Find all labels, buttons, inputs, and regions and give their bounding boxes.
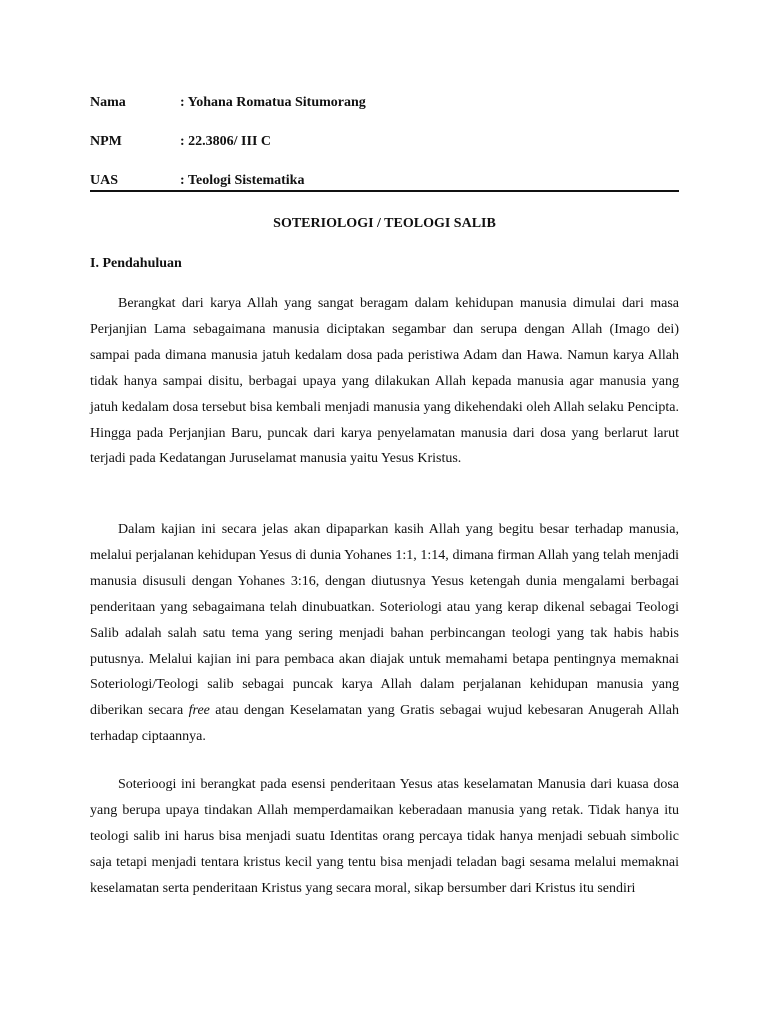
paragraph-study-italic: free: [188, 703, 210, 719]
uas-label: UAS: [90, 173, 119, 188]
name-value: : Yohana Romatua Situmorang: [180, 95, 366, 111]
uas-value: : Teologi Sistematika: [180, 173, 304, 189]
header-divider: [90, 190, 679, 192]
document-title: SOTERIOLOGI / TEOLOGI SALIB: [273, 216, 496, 231]
paragraph-study-text-a: Dalam kajian ini secara jelas akan dipaparkan kasih Allah yang begitu besar terhadap manusia, melalui perjalanan kehidupan Yesus di dunia Yohanes 1:1, 1:14, dimana firman Allah yang telah menjadi manusia disusuli dengan Yohanes 3:16, dengan diutusnya Yesus ketengah dunia mengalami berbagai penderitaan yang sebagaimana telah dinubuatkan. Soteriologi atau yang kerap dikenal sebagai Teologi Salib adalah salah satu tema yang sering menjadi bahan perbincangan teologi yang tak habis habis putusnya. Melalui kajian ini para pembaca akan diajak untuk memahami betapa pentingnya memaknai Soteriologi/Teologi salib sebagai puncak karya Allah dalam perjalanan kehidupan manusia yang diberikan secara: [90, 522, 679, 719]
npm-label: NPM: [90, 134, 122, 149]
paragraph-intro: Berangkat dari karya Allah yang sangat beragam dalam kehidupan manusia dimulai dari masa Perjanjian Lama sebagaimana manusia diciptakan segambar dan serupa dengan Allah (Imago dei) sampai pada dimana manusia jatuh kedalam dosa pada peristiwa Adam dan Hawa. Namun karya Allah tidak hanya sampai disitu, berbagai upaya yang dilakukan Allah kepada manusia agar manusia yang jatuh kedalam dosa tersebut bisa kembali menjadi manusia yang dikehendaki oleh Allah selaku Pencipta. Hingga pada Perjanjian Baru, puncak dari karya penyelamatan manusia dari dosa yang berlarut larut terjadi pada Kedatangan Juruselamat manusia yaitu Yesus Kristus.: [90, 296, 679, 467]
paragraph-soteriology: Soterioogi ini berangkat pada esensi penderitaan Yesus atas keselamatan Manusia dari kuasa dosa yang berupa upaya tindakan Allah memperdamaikan keberadaan manusia yang retak. Tidak hanya itu teologi salib ini harus bisa menjadi suatu Identitas orang percaya tidak hanya menjadi sebuah simbolic saja tetapi menjadi tentara kristus kecil yang tentu bisa menjadi teladan bagi sesama melalui memaknai keselamatan serta penderitaan Kristus yang secara moral, sikap bersumber dari Kristus itu sendiri: [90, 777, 679, 896]
paragraph-study-text-b: atau dengan Keselamatan yang Gratis sebagai wujud kebesaran Anugerah Allah terhadap ciptaannya.: [90, 703, 679, 745]
section-heading: I. Pendahuluan: [90, 256, 182, 271]
npm-value: : 22.3806/ III C: [180, 134, 271, 150]
name-label: Nama: [90, 95, 126, 110]
paragraph-study: [90, 517, 679, 750]
